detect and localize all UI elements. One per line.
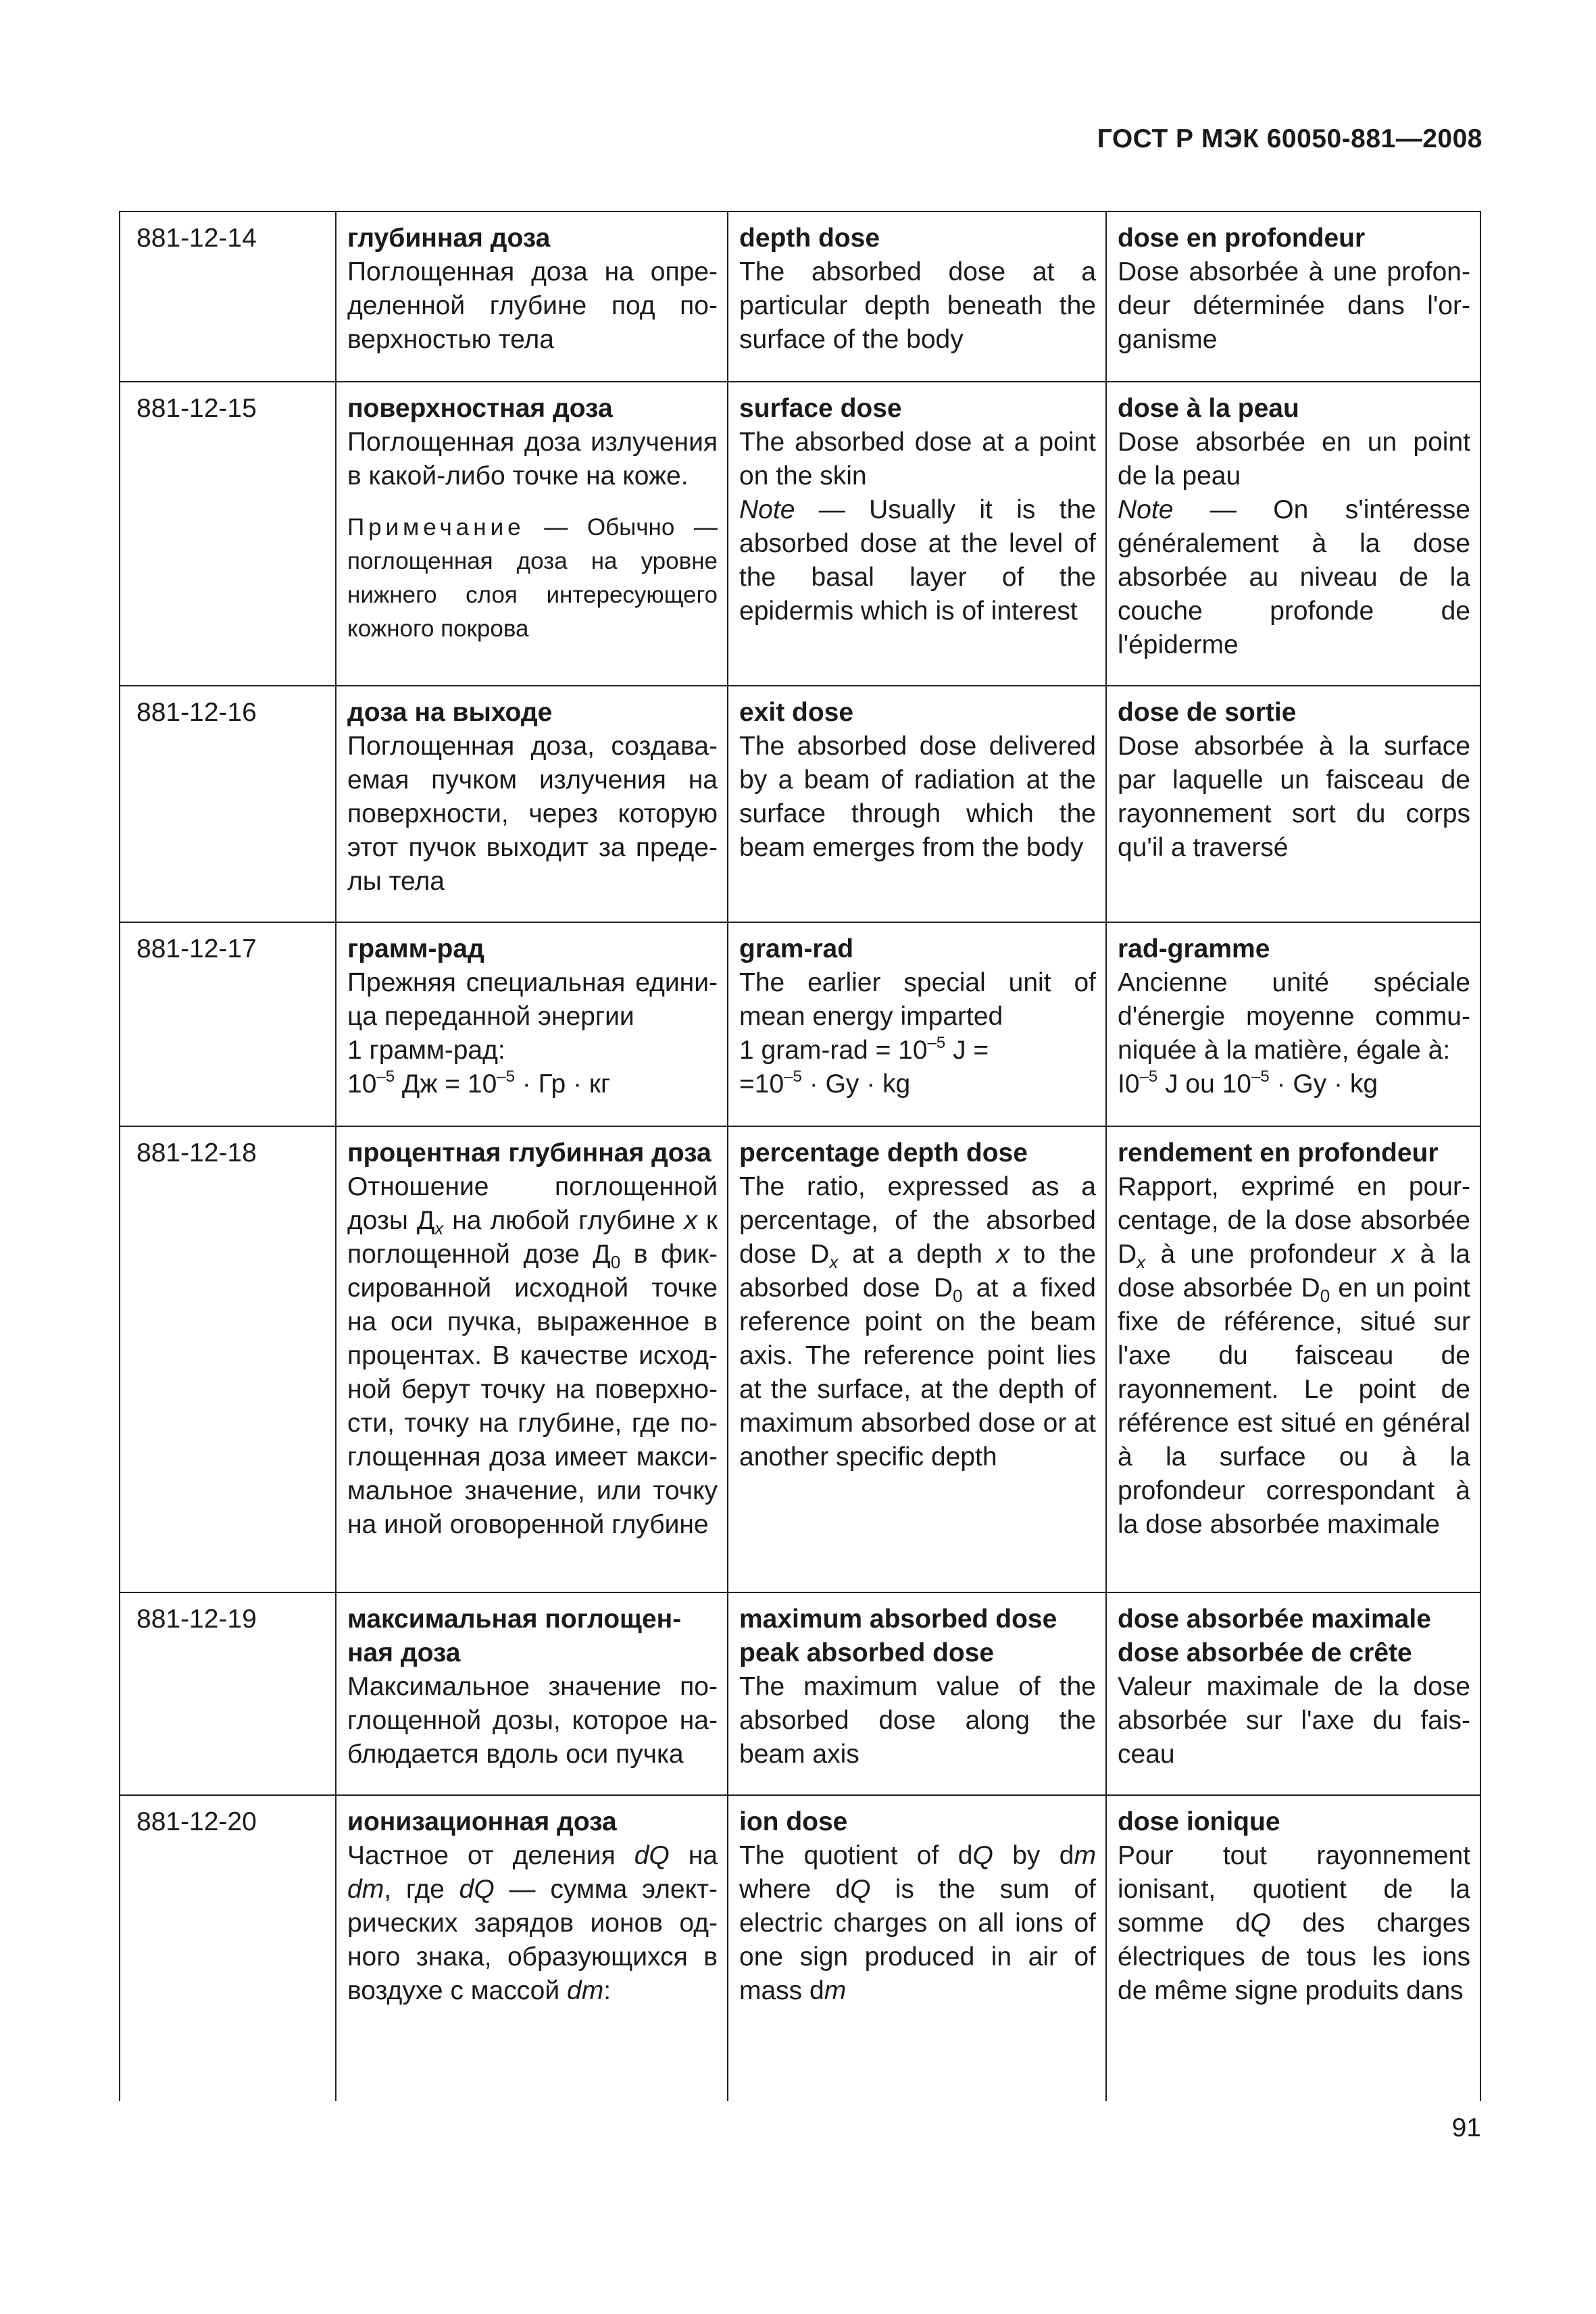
entry-number: 881-12-14 bbox=[120, 211, 336, 382]
ru-definition bbox=[347, 1839, 718, 2008]
en-definition: The maximum value of the absorbed dose along the beam axis bbox=[739, 1672, 1096, 1769]
en-def-part: by d bbox=[993, 1841, 1074, 1870]
fr-term: dose en profondeur bbox=[1118, 224, 1366, 253]
en-formula-exp2: –5 bbox=[784, 1067, 802, 1086]
page-number: 91 bbox=[1451, 2113, 1481, 2142]
en-formula-tail: · Gy · kg bbox=[801, 1070, 911, 1099]
en-definition: The earlier special unit of mean energy imparted bbox=[739, 968, 1096, 1031]
fr-def-part: en un point fixe de référence, situé sur l'axe du faisceau de rayonnement. Le point de référence est situé en général à la surface ou à la profondeur correspondant à la dose absorbée maximale bbox=[1118, 1274, 1470, 1539]
en-note bbox=[739, 493, 1096, 628]
ru-formula-exp2: –5 bbox=[497, 1067, 515, 1086]
en-subscript-x: x bbox=[829, 1252, 839, 1272]
fr-term: dose à la peau bbox=[1118, 394, 1299, 423]
ru-var-dq: dQ bbox=[459, 1875, 495, 1904]
fr-cell bbox=[1106, 922, 1480, 1126]
en-formula-mid: J = bbox=[945, 1036, 989, 1065]
ru-note-label: Примечание bbox=[347, 514, 525, 540]
fr-subscript-x: x bbox=[1137, 1252, 1146, 1272]
fr-formula-exp: –5 bbox=[1139, 1067, 1158, 1086]
ru-cell bbox=[336, 1795, 728, 2101]
fr-definition: Valeur maximale de la dose absorbée sur l'axe du faisceau bbox=[1118, 1672, 1470, 1769]
term-row bbox=[120, 1795, 1480, 2101]
fr-term: rad-gramme bbox=[1118, 934, 1270, 963]
ru-cell bbox=[336, 1592, 728, 1795]
en-def-part: at a depth bbox=[838, 1240, 997, 1269]
en-formula-exp: –5 bbox=[927, 1034, 946, 1052]
fr-var-q: Q bbox=[1250, 1909, 1271, 1938]
standard-header: ГОСТ Р МЭК 60050-881—2008 bbox=[1097, 124, 1482, 153]
ru-term: доза на выходе bbox=[347, 698, 553, 727]
en-cell bbox=[728, 922, 1106, 1126]
term-row bbox=[120, 211, 1480, 382]
en-formula-b: =10 bbox=[739, 1070, 784, 1099]
fr-definition bbox=[1118, 1839, 1470, 2008]
entry-number: 881-12-18 bbox=[120, 1126, 336, 1592]
en-term: surface dose bbox=[739, 394, 902, 423]
en-term: depth dose bbox=[739, 224, 880, 253]
fr-definition: Dose absorbée à une profondeur déterminée dans l'organisme bbox=[1118, 257, 1470, 354]
fr-definition: Dose absorbée en un point de la peau bbox=[1118, 428, 1470, 491]
en-var-q: Q bbox=[972, 1841, 993, 1870]
en-cell bbox=[728, 382, 1106, 686]
ru-var-dq: dQ bbox=[634, 1841, 670, 1870]
fr-cell bbox=[1106, 1795, 1480, 2101]
en-def-part: is the sum of electric charges on all ions of one sign produced in air of mass d bbox=[739, 1875, 1096, 2005]
fr-term: rendement en profondeur bbox=[1118, 1138, 1439, 1167]
fr-var-x: x bbox=[1391, 1240, 1405, 1269]
en-cell bbox=[728, 211, 1106, 382]
entry-number: 881-12-15 bbox=[120, 382, 336, 686]
en-cell bbox=[728, 1126, 1106, 1592]
fr-cell bbox=[1106, 211, 1480, 382]
en-def-part: The quotient of d bbox=[739, 1841, 973, 1870]
ru-note-text: — Обычно — поглощенная доза на уровне нижнего слоя интересующего кожного покрова bbox=[347, 514, 718, 642]
ru-def-part: на любой глубине bbox=[443, 1206, 684, 1235]
en-term: exit dose bbox=[739, 698, 854, 727]
ru-formula-base: 10 bbox=[347, 1070, 377, 1099]
ru-def-part: Частное от деления bbox=[347, 1841, 634, 1870]
en-subscript-0: 0 bbox=[952, 1286, 963, 1306]
fr-formula-mid: J ou 10 bbox=[1157, 1070, 1252, 1099]
ru-def-part: в фиксированной исходной точке на оси пучка, выраженное в процентах. В качестве исходной берут точку на поверхности, точку на глубине, где поглощенная доза имеет максимальное значение, или точку на иной оговоренной глубине bbox=[347, 1240, 718, 1539]
en-def-part: at a fixed reference point on the beam axis. The reference point lies at the surface, at the depth of maximum absorbed dose or at another specific depth bbox=[739, 1274, 1096, 1472]
ru-formula-exp: –5 bbox=[376, 1067, 395, 1086]
en-var-m: m bbox=[824, 1976, 847, 2005]
ru-definition bbox=[347, 1170, 718, 1542]
ru-var-x: x bbox=[684, 1206, 697, 1235]
fr-def-part: à une profondeur bbox=[1145, 1240, 1392, 1269]
term-row bbox=[120, 1592, 1480, 1795]
entry-number: 881-12-16 bbox=[120, 686, 336, 922]
term-row bbox=[120, 382, 1480, 686]
ru-term: максимальная поглощенная доза bbox=[347, 1605, 682, 1667]
en-term: percentage depth dose bbox=[739, 1138, 1028, 1167]
en-var-m: m bbox=[1074, 1841, 1096, 1870]
fr-subscript-0: 0 bbox=[1320, 1286, 1330, 1306]
ru-cell bbox=[336, 382, 728, 686]
fr-cell bbox=[1106, 1126, 1480, 1592]
fr-term: dose ionique bbox=[1118, 1807, 1280, 1836]
en-note-label: Note bbox=[739, 495, 795, 524]
en-definition: The absorbed dose at a point on the skin bbox=[739, 428, 1096, 491]
en-term: gram-rad bbox=[739, 934, 854, 963]
ru-formula-mid: Дж = 10 bbox=[395, 1070, 497, 1099]
en-cell bbox=[728, 686, 1106, 922]
term-row bbox=[120, 922, 1480, 1126]
fr-definition bbox=[1118, 1170, 1470, 1542]
fr-definition: Dose absorbée à la surface par laquelle un faisceau de rayonnement sort du corps qu'il a traversé bbox=[1118, 732, 1470, 862]
en-definition: The absorbed dose delivered by a beam of radiation at the surface through which the beam emerges from the body bbox=[739, 732, 1096, 862]
term-row bbox=[120, 1126, 1480, 1592]
fr-formula-a: I0 bbox=[1118, 1070, 1140, 1099]
fr-definition: Ancienne unité spéciale d'énergie moyenne communiquée à la matière, égale à: bbox=[1118, 968, 1470, 1065]
ru-formula-intro: 1 грамм-рад: bbox=[347, 1036, 505, 1065]
ru-def-part: , где bbox=[384, 1875, 459, 1904]
en-definition bbox=[739, 1170, 1096, 1474]
ru-formula-tail: · Гр · кг bbox=[514, 1070, 611, 1099]
entry-number: 881-12-20 bbox=[120, 1795, 336, 2101]
ru-def-part: : bbox=[603, 1976, 612, 2005]
ru-term: ионизационная доза bbox=[347, 1807, 617, 1836]
fr-term: dose absorbée maximale bbox=[1118, 1605, 1431, 1634]
ru-definition: Поглощенная доза излучения в какой-либо точке на коже. bbox=[347, 428, 718, 491]
ru-cell bbox=[336, 686, 728, 922]
ru-def-part: на bbox=[669, 1841, 718, 1870]
fr-term-synonym: dose absorbée de crête bbox=[1118, 1638, 1412, 1667]
en-definition: The absorbed dose at a particular depth beneath the surface of the body bbox=[739, 257, 1096, 354]
ru-subscript-x: x bbox=[434, 1218, 444, 1238]
fr-cell bbox=[1106, 382, 1480, 686]
entry-number: 881-12-17 bbox=[120, 922, 336, 1126]
fr-cell bbox=[1106, 686, 1480, 922]
ru-term: процентная глубинная доза bbox=[347, 1138, 712, 1167]
fr-formula bbox=[1118, 1067, 1470, 1101]
en-formula-a: 1 gram-rad = 10 bbox=[739, 1036, 928, 1065]
ru-def-part: к поглощенной дозе Д bbox=[347, 1206, 718, 1269]
term-row bbox=[120, 686, 1480, 922]
en-term: maximum absorbed dose bbox=[739, 1605, 1057, 1634]
ru-term: глубинная доза bbox=[347, 224, 551, 253]
fr-formula-tail: · Gy · kg bbox=[1269, 1070, 1378, 1099]
ru-def-part: Отношение поглощенной дозы Д bbox=[347, 1172, 718, 1235]
ru-term: поверхностная доза bbox=[347, 394, 613, 423]
en-formula-2 bbox=[739, 1067, 1096, 1101]
ru-definition: Максимальное значение поглощенной дозы, которое наблюдается вдоль оси пучка bbox=[347, 1672, 718, 1769]
fr-def-part: Pour tout rayonnement ionisant, quotient de la somme d bbox=[1118, 1841, 1470, 1938]
en-def-part: to the absorbed dose D bbox=[739, 1240, 1097, 1303]
ru-definition: Поглощенная доза на определенной глубине под поверхностью тела bbox=[347, 257, 718, 354]
ru-subscript-0: 0 bbox=[610, 1252, 621, 1272]
ru-definition: Прежняя специальная единица переданной энергии bbox=[347, 968, 718, 1031]
fr-def-part: à la dose absorbée D bbox=[1118, 1240, 1470, 1303]
ru-definition: Поглощенная доза, создаваемая пучком излучения на поверхности, через которую этот пучок выходит за пределы тела bbox=[347, 732, 718, 896]
fr-cell bbox=[1106, 1592, 1480, 1795]
terms-table bbox=[119, 211, 1481, 2101]
en-cell bbox=[728, 1592, 1106, 1795]
en-def-part: The ratio, expressed as a percentage, of the absorbed dose D bbox=[739, 1172, 1096, 1269]
fr-def-part: Rapport, exprimé en pourcentage, de la dose absorbée D bbox=[1118, 1172, 1470, 1269]
en-var-x: x bbox=[996, 1240, 1010, 1269]
en-definition bbox=[739, 1839, 1096, 2008]
fr-note-text: — On s'intéresse généralement à la dose absorbée au niveau de la couche profonde de l'épiderme bbox=[1118, 495, 1470, 659]
en-def-part: where d bbox=[739, 1875, 851, 1904]
entry-number: 881-12-19 bbox=[120, 1592, 336, 1795]
fr-term: dose de sortie bbox=[1118, 698, 1297, 727]
ru-cell bbox=[336, 1126, 728, 1592]
ru-cell bbox=[336, 211, 728, 382]
en-term-synonym: peak absorbed dose bbox=[739, 1638, 995, 1667]
ru-var-dm: dm bbox=[567, 1976, 604, 2005]
en-note-text: — Usually it is the absorbed dose at the level of the basal layer of the epidermis which is of interest bbox=[739, 495, 1096, 626]
fr-note-label: Note bbox=[1118, 495, 1174, 524]
fr-def-part: des charges électriques de tous les ions de même signe produits dans bbox=[1118, 1909, 1470, 2005]
ru-def-part: — сумма электрических зарядов ионов одного знака, образующихся в воздухе с массой bbox=[347, 1875, 718, 2005]
ru-cell bbox=[336, 922, 728, 1126]
fr-note bbox=[1118, 493, 1470, 662]
en-term: ion dose bbox=[739, 1807, 848, 1836]
ru-var-dm: dm bbox=[347, 1875, 384, 1904]
ru-term: грамм-рад bbox=[347, 934, 484, 963]
en-var-q: Q bbox=[850, 1875, 871, 1904]
fr-formula-exp2: –5 bbox=[1251, 1067, 1270, 1086]
en-cell bbox=[728, 1795, 1106, 2101]
en-formula bbox=[739, 1034, 1096, 1067]
ru-formula bbox=[347, 1067, 718, 1101]
ru-note bbox=[347, 511, 718, 646]
